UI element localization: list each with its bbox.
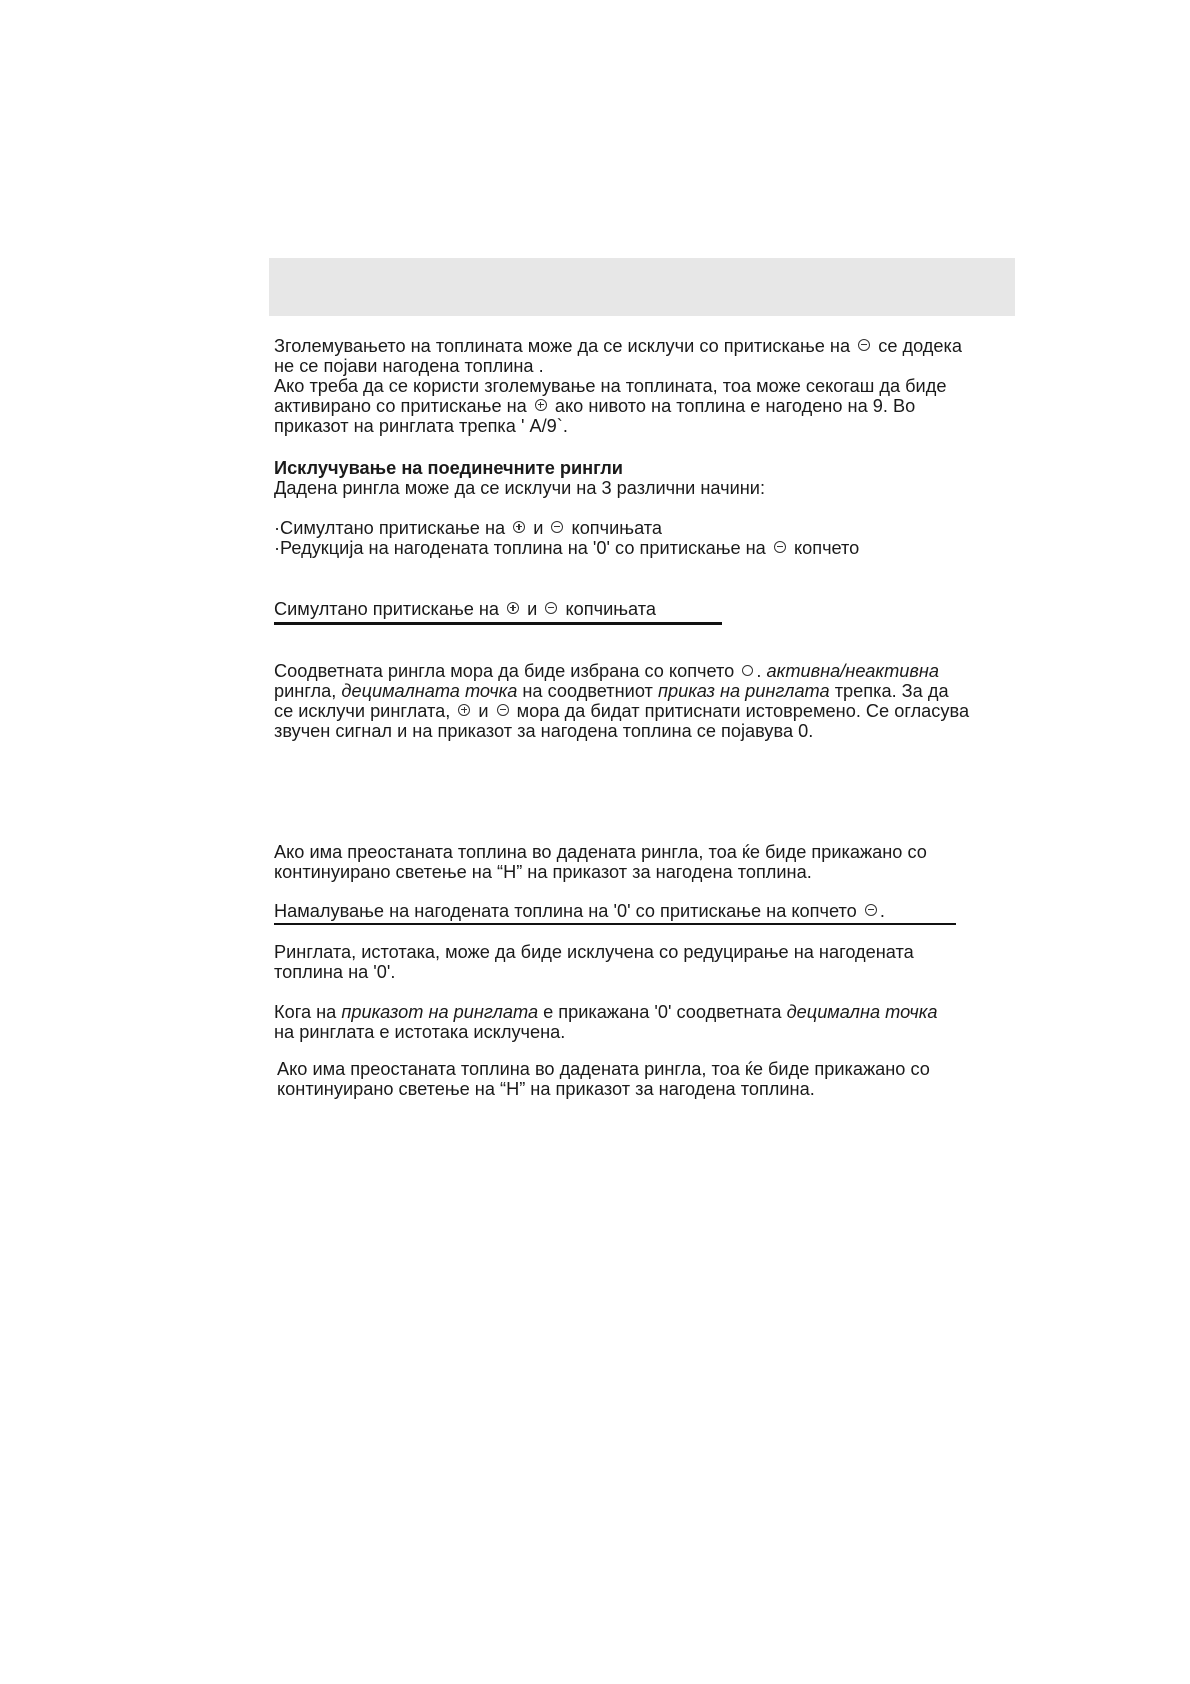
plus-icon xyxy=(507,602,519,614)
bullet-list xyxy=(274,518,1014,558)
text: континуирано светење на “H” на приказот за нагодена топлина. xyxy=(274,862,812,882)
text: Ринглата, истотака, може да биде исклучена со редуцирање на нагодената xyxy=(274,942,914,962)
text: приказ на ринглата xyxy=(657,681,830,701)
section-intro: Дадена рингла може да се исклучи на 3 различни начини: xyxy=(274,478,765,498)
text: . xyxy=(879,901,885,921)
paragraph-heat-boost-off xyxy=(274,336,1014,436)
text: ако нивото на топлина е нагодено на 9. Во xyxy=(554,396,916,416)
text: топлина на '0'. xyxy=(274,962,396,982)
plus-icon xyxy=(458,704,470,716)
text: децимална точка xyxy=(786,1002,938,1022)
text: ·Симултано притискање на xyxy=(274,518,506,538)
text: Зголемувањето на топлината може да се исклучи со притискање на xyxy=(274,336,851,356)
text: активирано со притискање на xyxy=(274,396,527,416)
text: . xyxy=(756,661,762,681)
text: рингла, xyxy=(274,681,337,701)
text: копчињата xyxy=(565,599,656,619)
text: не се појави нагодена топлина . xyxy=(274,356,544,376)
subheading-underline xyxy=(274,622,722,625)
minus-icon xyxy=(865,904,877,916)
text: се исклучи ринглата, xyxy=(274,701,451,721)
text: активна/неактивна xyxy=(766,661,940,681)
text: Кога на xyxy=(274,1002,337,1022)
subheading-underline xyxy=(274,923,956,925)
text: Ако има преостаната топлина во дадената рингла, тоа ќе биде прикажано со xyxy=(277,1059,930,1079)
text: звучен сигнал и на приказот за нагодена топлина се појавува 0. xyxy=(274,721,814,741)
plus-icon xyxy=(513,521,525,533)
text: на ринглата е истотака исклучена. xyxy=(274,1022,566,1042)
select-icon xyxy=(742,665,753,676)
text: трепка. За да xyxy=(834,681,949,701)
text: на соодветниот xyxy=(522,681,653,701)
text: Ако треба да се користи зголемување на топлината, тоа може секогаш да биде xyxy=(274,376,947,396)
text: приказот на ринглата xyxy=(341,1002,539,1022)
header-band xyxy=(269,258,1015,316)
text: Намалување на нагодената топлина на '0' со притискање на копчето xyxy=(274,901,857,921)
section-heading: Исклучување на поединечните рингли xyxy=(274,458,623,478)
text: и xyxy=(527,599,538,619)
text: Симултано притискање на xyxy=(274,599,500,619)
minus-icon xyxy=(497,704,509,716)
text: континуирано светење на “H” на приказот за нагодена топлина. xyxy=(277,1079,815,1099)
text: мора да бидат притиснати истовремено. Се огласува xyxy=(516,701,970,721)
text: копчињата xyxy=(571,518,663,538)
minus-icon xyxy=(545,602,557,614)
text: копчето xyxy=(793,538,860,558)
minus-icon xyxy=(858,339,870,351)
subheading-reduce xyxy=(274,901,1014,921)
text: Соодветната рингла мора да биде избрана со копчето xyxy=(274,661,735,681)
text: и xyxy=(533,518,544,538)
text: се додека xyxy=(878,336,963,356)
text: ·Редукција на нагодената топлина на '0' со притискање на xyxy=(274,538,766,558)
paragraph-residual-heat xyxy=(274,842,1014,882)
minus-icon xyxy=(774,541,786,553)
list-item xyxy=(274,518,1014,538)
text: децималната точка xyxy=(341,681,518,701)
paragraph-residual-heat-2 xyxy=(277,1059,1017,1099)
minus-icon xyxy=(551,521,563,533)
text: Ако има преостаната топлина во дадената рингла, тоа ќе биде прикажано со xyxy=(274,842,927,862)
paragraph-decimal-point xyxy=(274,1002,1014,1042)
paragraph-reduce xyxy=(274,942,1014,982)
list-item xyxy=(274,538,1014,558)
text: приказот на ринглата трепка ' A/9`. xyxy=(274,416,568,436)
plus-icon xyxy=(535,399,547,411)
text: е прикажана '0' соодветната xyxy=(543,1002,782,1022)
text: и xyxy=(478,701,489,721)
subheading-simultaneous xyxy=(274,599,1014,619)
section-turn-off-hobs xyxy=(274,458,1014,498)
paragraph-select-hob xyxy=(274,661,1014,741)
